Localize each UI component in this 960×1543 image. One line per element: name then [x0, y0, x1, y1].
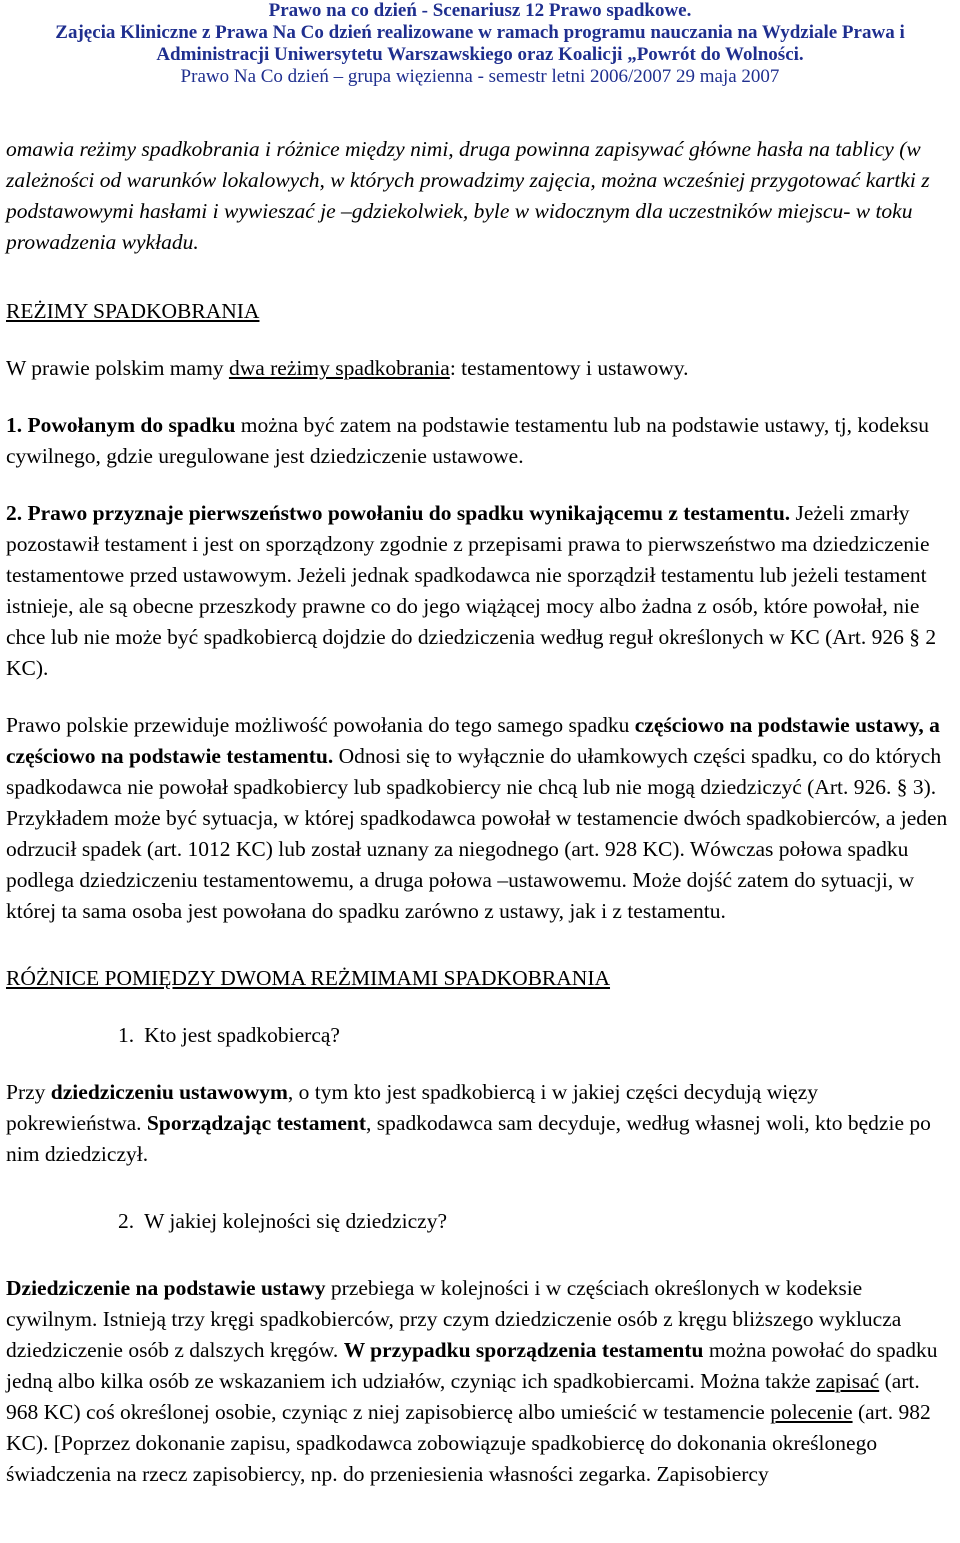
header-semester-line: Prawo Na Co dzień – grupa więzienna - semestr letni 2006/2007 29 maja 2007 [180, 66, 780, 87]
header-program-line: Zajęcia Kliniczne z Prawa Na Co dzień realizowane w ramach programu nauczania na Wydziale Prawa i [55, 22, 905, 43]
header-title: Prawo na co dzień - Scenariusz 12 Prawo spadkowe. [268, 0, 692, 21]
question-1: 1. Kto jest spadkobiercą? [118, 1023, 340, 1047]
section-title-regimes: REŻIMY SPADKOBRANIA [6, 299, 260, 323]
paragraph-two-regimes: W prawie polskim mamy dwa reżimy spadkobrania: testamentowy i ustawowy. [6, 356, 689, 380]
paragraph-partial-inheritance: Prawo polskie przewiduje możliwość powołania do tego samego spadku częściowo na podstawie ustawy, a częściowo na podstawie testamentu. Odnosi się to wyłącznie do ułamkowych części spadku, co do których spadkodawca nie powołał spadkobiercy lub spadkobiercy nie chcą lub nie mogą dziedziczyć (Art. 926. § 3). Przykładem może być sytuacja, w której spadkodawca powołał w testamencie dwóch spadkobierców, a jeden odrzucił spadek (art. 1012 KC) lub został uznany za niegodnego (art. 928 KC). Wówczas połowa spadku podlega dziedziczeniu testamentowemu, a druga połowa –ustawowemu. Może dojść zatem do sytuacji, w której ta sama osoba jest powołana do spadku zarówno z ustawy, jak i z testamentu. [6, 713, 948, 923]
paragraph-point-1: 1. Powołanym do spadku można być zatem na podstawie testamentu lub na podstawie ustawy, tj, kodeksu cywilnego, gdzie uregulowane jest dziedziczenie ustawowe. [6, 413, 930, 468]
header-institution-line: Administracji Uniwersytetu Warszawskiego oraz Koalicji „Powrót do Wolności. [156, 44, 804, 65]
answer-1: Przy dziedziczeniu ustawowym, o tym kto jest spadkobiercą i w jakiej części decydują więzy pokrewieństwa. Sporządzając testament, spadkodawca sam decyduje, według własnej woli, kto będzie po nim dziedziczył. [6, 1080, 931, 1166]
question-2: 2. W jakiej kolejności się dziedziczy? [118, 1209, 447, 1233]
document-header [6, 0, 954, 88]
paragraph-point-2: 2. Prawo przyznaje pierwszeństwo powołaniu do spadku wynikającemu z testamentu. Jeżeli zmarły pozostawił testament i jest on sporządzony zgodnie z przepisami prawa to pierwszeństwo ma dziedziczenie testamentowe przed ustawowym. Jeżeli jednak spadkodawca nie sporządził testamentu lub jeżeli testament istnieje, ale są obecne przeszkody prawne co do jego wiążącej mocy albo żadna z osób, które powołał, nie chce lub nie może być spadkobiercą dojdzie do dziedziczenia według reguł określonych w KC (Art. 926 § 2 KC). [6, 501, 937, 680]
section-title-differences: RÓŻNICE POMIĘDZY DWOMA REŻMIMAMI SPADKOBRANIA [6, 966, 611, 990]
answer-2: Dziedziczenie na podstawie ustawy przebiega w kolejności i w częściach określonych w kodeksie cywilnym. Istnieją trzy kręgi spadkobierców, przy czym dziedziczenie osób z kręgu bliższego wyklucza dziedziczenie osób z dalszych kręgów. W przypadku sporządzenia testamentu można powołać do spadku jedną albo kilka osób ze wskazaniem ich udziałów, czyniąc ich spadkobiercami. Można także zapisać (art. 968 KC) coś określonej osobie, czyniąc z niej zapisobiercę albo umieścić w testamencie polecenie (art. 982 KC). [Poprzez dokonanie zapisu, spadkodawca zobowiązuje spadkobiercę do dokonania określonego świadczenia na rzecz zapisobiercy, np. do przeniesienia własności zegarka. Zapisobiercy [6, 1276, 938, 1486]
intro-paragraph: omawia reżimy spadkobrania i różnice między nimi, druga powinna zapisywać główne hasła na tablicy (w zależności od warunków lokalowych, w których prowadzimy zajęcia, można wcześniej przygotować kartki z podstawowymi hasłami i wywieszać je –gdziekolwiek, byle w widocznym dla uczestników miejscu- w toku prowadzenia wykładu. [6, 137, 930, 254]
